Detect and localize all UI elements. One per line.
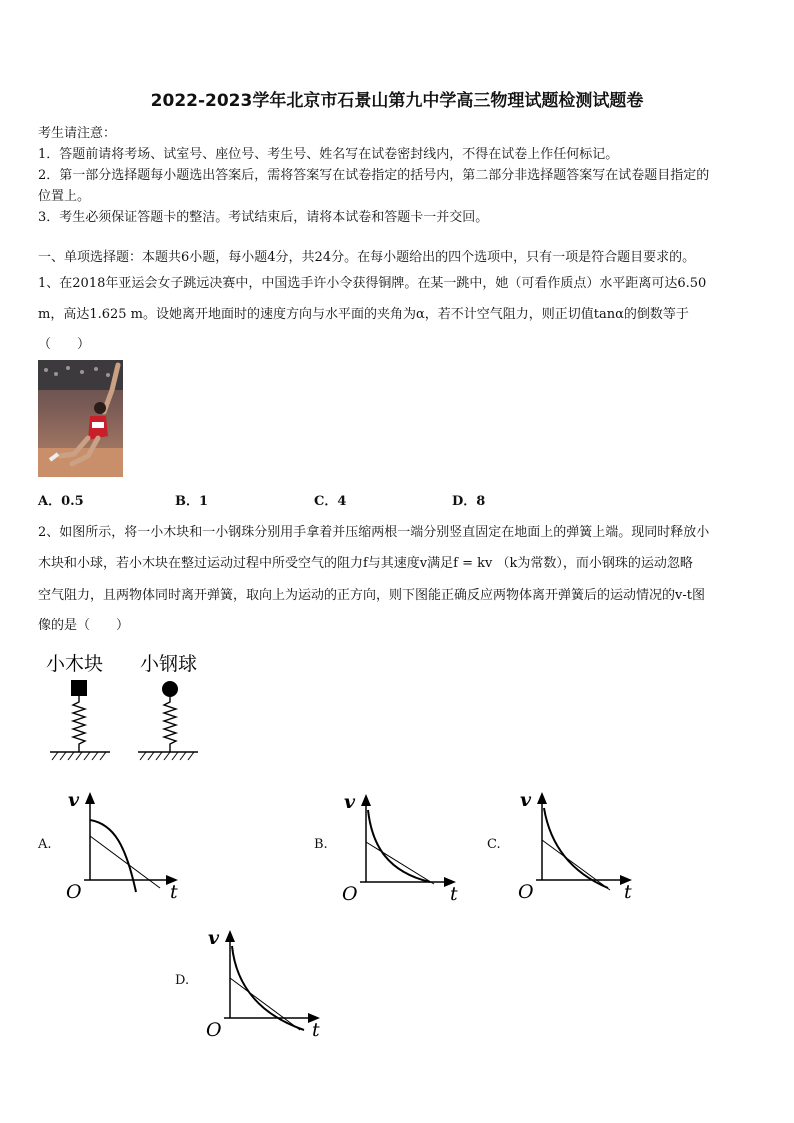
spring-figure <box>44 648 214 768</box>
q2-option-a-label: A. <box>38 837 52 852</box>
origin-label: O <box>206 1019 222 1041</box>
origin-label: O <box>342 883 358 905</box>
v-axis-arrow <box>225 930 235 942</box>
steel-ball-line <box>366 842 434 884</box>
q1-line-2: m，高达1.625 m。设她离开地面时的速度方向与水平面的夹角为α，若不计空气阻力，则正切值tanα的倒数等于 <box>38 307 689 322</box>
graph-d <box>202 924 332 1044</box>
q1-option-a: A．0.5 <box>38 494 84 509</box>
graph-a <box>62 786 187 906</box>
q1-option-b: B．1 <box>175 494 209 509</box>
q2-line-2: 木块和小球，若小木块在整过运动过程中所受空气的阻力f与其速度v满足f = kv （k为常数），而小钢珠的运动忽略 <box>38 556 693 571</box>
q2-option-b-label: B. <box>314 837 328 852</box>
page-title: 2022-2023学年北京市石景山第九中学高三物理试题检测试题卷 <box>150 91 644 111</box>
notice-item-2: 2．第一部分选择题每小题选出答案后，需将答案写在试卷指定的括号内，第二部分非选择题答案写在试卷题目指定的 <box>38 168 710 183</box>
steel-ball-label: 小钢球 <box>140 653 198 675</box>
q1-line-3: （ ） <box>38 337 91 352</box>
v-axis-label: v <box>208 927 220 949</box>
q2-line-4: 像的是（ ） <box>38 618 130 633</box>
v-axis-arrow <box>85 792 95 804</box>
spring-left <box>73 696 85 752</box>
v-axis-arrow <box>361 794 371 806</box>
t-axis-label: t <box>624 881 632 903</box>
q2-option-d-label: D. <box>175 973 190 988</box>
v-axis-arrow <box>537 792 547 804</box>
wood-block-curve <box>368 810 430 882</box>
q2-line-3: 空气阻力，且两物体同时离开弹簧，取向上为运动的正方向，则下图能正确反应两物体离开弹簧后的运动情况的v-t图 <box>38 588 705 603</box>
t-axis-label: t <box>450 883 458 905</box>
long-jump-photo <box>38 360 123 477</box>
t-axis-label: t <box>170 881 178 903</box>
graph-b <box>338 788 468 908</box>
notice-item-3: 3．考生必须保证答题卡的整洁。考试结束后，请将本试卷和答题卡一并交回。 <box>38 210 489 225</box>
origin-label: O <box>518 881 534 903</box>
v-axis-label: v <box>344 791 356 813</box>
graph-c <box>514 786 644 906</box>
ground-right <box>138 752 198 760</box>
wood-block-label: 小木块 <box>46 653 104 675</box>
q1-option-d: D．8 <box>452 494 486 509</box>
ground-left <box>50 752 110 760</box>
notice-item-2-cont: 位置上。 <box>38 189 91 204</box>
v-axis-label: v <box>68 789 80 811</box>
wood-block <box>71 680 87 696</box>
q1-option-c: C．4 <box>314 494 347 509</box>
notice-item-1: 1．答题前请将考场、试室号、座位号、考生号、姓名写在试卷密封线内，不得在试卷上作任何标记。 <box>38 147 619 162</box>
q1-line-1: 1、在2018年亚运会女子跳远决赛中，中国选手许小令获得铜牌。在某一跳中，她（可看作质点）水平距离可达6.50 <box>38 276 707 291</box>
v-axis-label: v <box>520 789 532 811</box>
wood-block-curve <box>90 820 136 892</box>
origin-label: O <box>66 881 82 903</box>
t-axis-label: t <box>312 1019 320 1041</box>
q2-line-1: 2、如图所示，将一小木块和一小钢珠分别用手拿着并压缩两根一端分别竖直固定在地面上的弹簧上端。现同时释放小 <box>38 525 710 540</box>
section-heading: 一、单项选择题：本题共6小题，每小题4分，共24分。在每小题给出的四个选项中，只有一项是符合题目要求的。 <box>38 250 696 265</box>
spring-right <box>164 697 176 752</box>
steel-ball-line <box>542 840 610 890</box>
notice-heading: 考生请注意： <box>38 126 117 141</box>
q2-option-c-label: C. <box>487 837 501 852</box>
steel-ball-line <box>230 978 300 1030</box>
steel-ball <box>162 681 178 697</box>
